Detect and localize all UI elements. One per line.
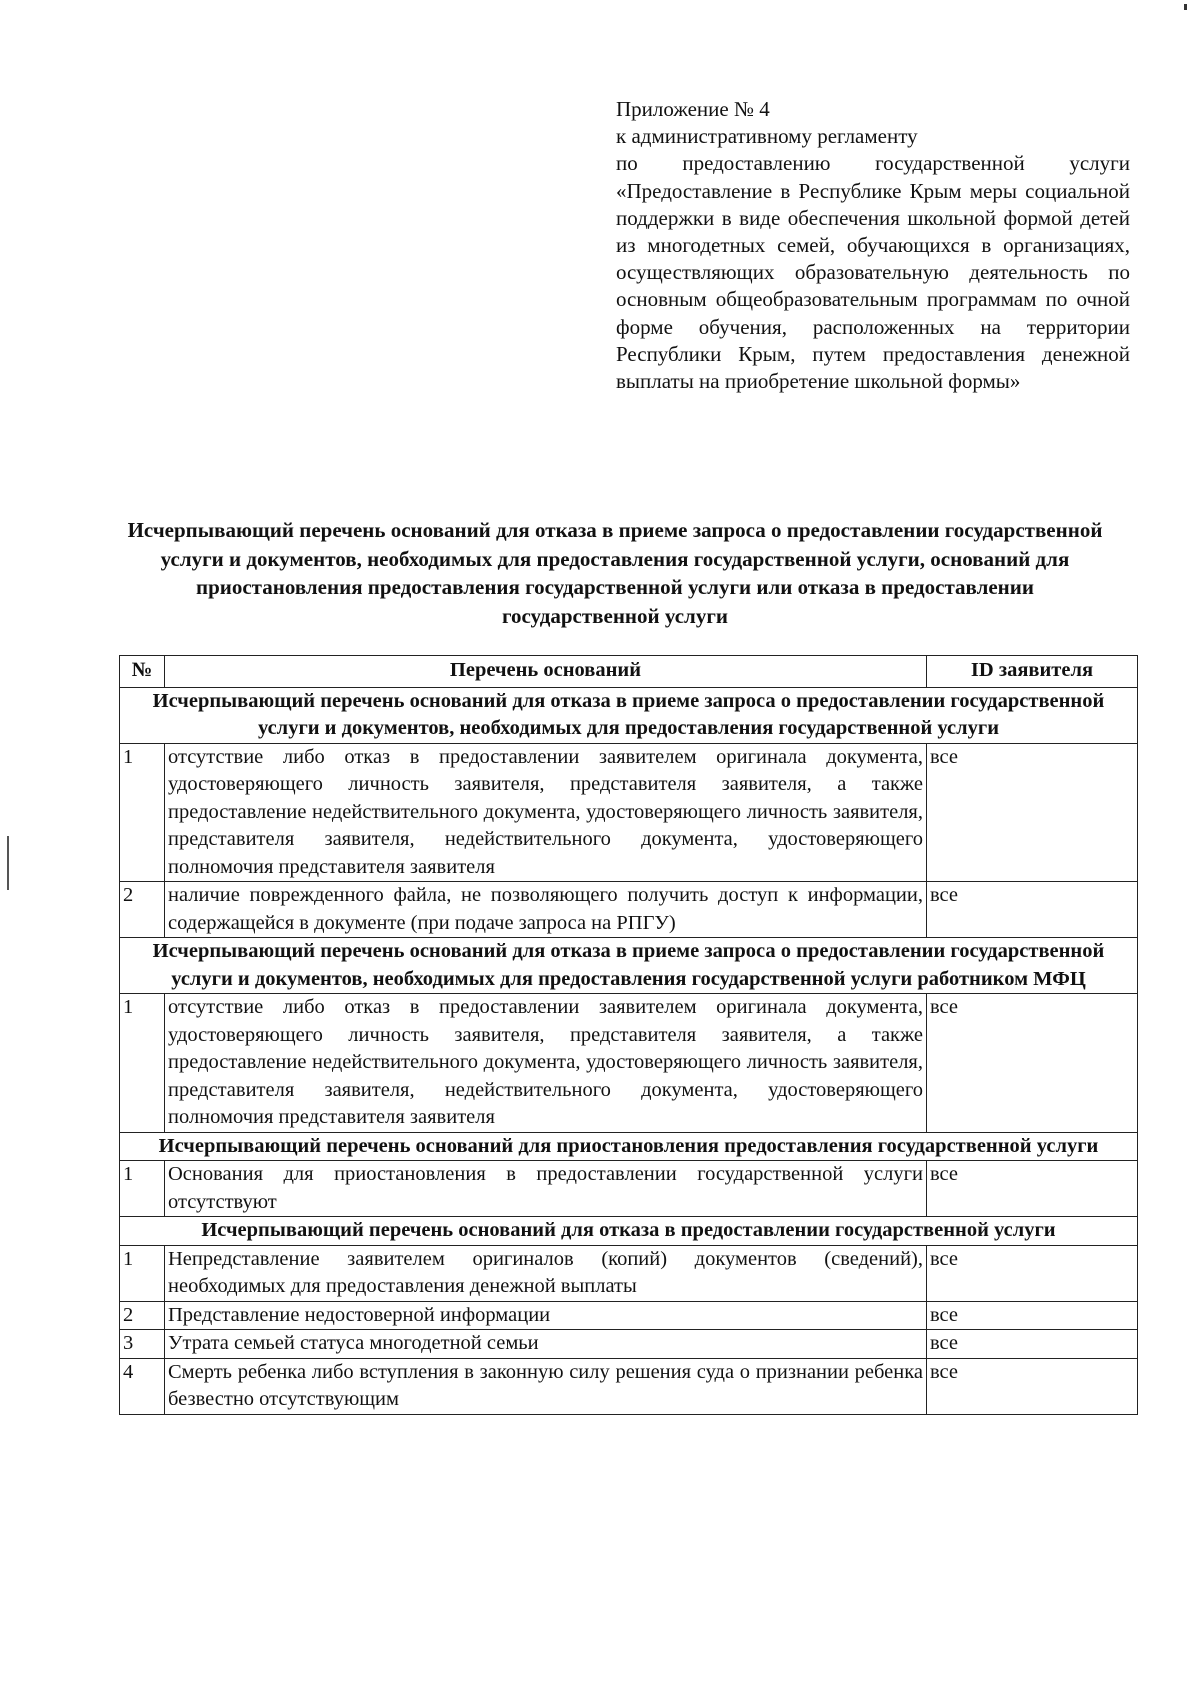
row-number: 1 bbox=[120, 994, 165, 1133]
row-reason: Утрата семьей статуса многодетной семьи bbox=[165, 1330, 927, 1359]
row-reason: отсутствие либо отказ в предоставлении заявителем оригинала документа, удостоверяющего личность заявителя, представителя заявителя, а также предоставление недействительного документа, удостоверяющего личность заявителя, представителя заявителя, недействительного документа, удостоверяющего полномочия представителя заявителя bbox=[165, 994, 927, 1133]
document-title: Исчерпывающий перечень оснований для отказа в приеме запроса о предоставлении государственной услуги и документов, необходимых для предоставления государственной услуги, оснований для приостановления предоставления государственной услуги или отказа в предоставлении государственной услуги bbox=[127, 518, 1103, 628]
section-header-row bbox=[120, 938, 1138, 994]
row-number: 1 bbox=[120, 1161, 165, 1217]
scan-artifact-dot bbox=[1184, 4, 1187, 10]
section-title: Исчерпывающий перечень оснований для отказа в предоставлении государственной услуги bbox=[120, 1217, 1138, 1246]
row-reason: Представление недостоверной информации bbox=[165, 1301, 927, 1330]
row-applicant-id: все bbox=[927, 1245, 1138, 1301]
section-header-row bbox=[120, 1217, 1138, 1246]
appendix-service-name: по предоставлению государственной услуги «Предоставление в Республике Крым меры социальной поддержки в виде обеспечения школьной формой детей из многодетных семей, обучающихся в организациях, осуществляющих образовательную деятельность по основным общеобразовательным программам по очной форме обучения, расположенных на территории Республики Крым, путем предоставления денежной выплаты на приобретение школьной формы» bbox=[616, 151, 1130, 394]
table-row bbox=[120, 1358, 1138, 1414]
table-row bbox=[120, 1245, 1138, 1301]
section-header-row bbox=[120, 1132, 1138, 1161]
table-row bbox=[120, 743, 1138, 882]
row-number: 1 bbox=[120, 743, 165, 882]
table-row bbox=[120, 994, 1138, 1133]
section-title: Исчерпывающий перечень оснований для отказа в приеме запроса о предоставлении государственной услуги и документов, необходимых для предоставления государственной услуги bbox=[120, 687, 1138, 743]
appendix-number: Приложение № 4 bbox=[616, 97, 770, 121]
row-number: 2 bbox=[120, 1301, 165, 1330]
table-row bbox=[120, 1161, 1138, 1217]
row-reason: Непредставление заявителем оригиналов (копий) документов (сведений), необходимых для предоставления денежной выплаты bbox=[165, 1245, 927, 1301]
row-applicant-id: все bbox=[927, 1330, 1138, 1359]
reasons-table bbox=[119, 655, 1138, 1415]
table-row bbox=[120, 1301, 1138, 1330]
row-reason: Основания для приостановления в предоставлении государственной услуги отсутствуют bbox=[165, 1161, 927, 1217]
row-applicant-id: все bbox=[927, 1161, 1138, 1217]
section-title: Исчерпывающий перечень оснований для отказа в приеме запроса о предоставлении государственной услуги и документов, необходимых для предоставления государственной услуги работником МФЦ bbox=[120, 938, 1138, 994]
row-applicant-id: все bbox=[927, 1358, 1138, 1414]
row-number: 2 bbox=[120, 882, 165, 938]
appendix-reference: к административному регламенту bbox=[616, 124, 918, 149]
header-applicant-id: ID заявителя bbox=[927, 656, 1138, 688]
row-applicant-id: все bbox=[927, 743, 1138, 882]
row-reason: Смерть ребенка либо вступления в законную силу решения суда о признании ребенка безвестно отсутствующим bbox=[165, 1358, 927, 1414]
row-reason: наличие поврежденного файла, не позволяющего получить доступ к информации, содержащейся в документе (при подаче запроса на РПГУ) bbox=[165, 882, 927, 938]
appendix-header bbox=[616, 96, 1130, 395]
row-applicant-id: все bbox=[927, 882, 1138, 938]
header-number: № bbox=[120, 656, 165, 688]
row-reason: отсутствие либо отказ в предоставлении заявителем оригинала документа, удостоверяющего личность заявителя, представителя заявителя, а также предоставление недействительного документа, удостоверяющего личность заявителя, представителя заявителя, недействительного документа, удостоверяющего полномочия представителя заявителя bbox=[165, 743, 927, 882]
section-title: Исчерпывающий перечень оснований для приостановления предоставления государственной услуги bbox=[120, 1132, 1138, 1161]
row-number: 1 bbox=[120, 1245, 165, 1301]
section-header-row bbox=[120, 687, 1138, 743]
row-applicant-id: все bbox=[927, 1301, 1138, 1330]
table-header-row bbox=[120, 656, 1138, 688]
scan-artifact-mark bbox=[7, 836, 9, 890]
row-number: 4 bbox=[120, 1358, 165, 1414]
row-number: 3 bbox=[120, 1330, 165, 1359]
row-applicant-id: все bbox=[927, 994, 1138, 1133]
table-row bbox=[120, 1330, 1138, 1359]
table-row bbox=[120, 882, 1138, 938]
header-reasons: Перечень оснований bbox=[165, 656, 927, 688]
